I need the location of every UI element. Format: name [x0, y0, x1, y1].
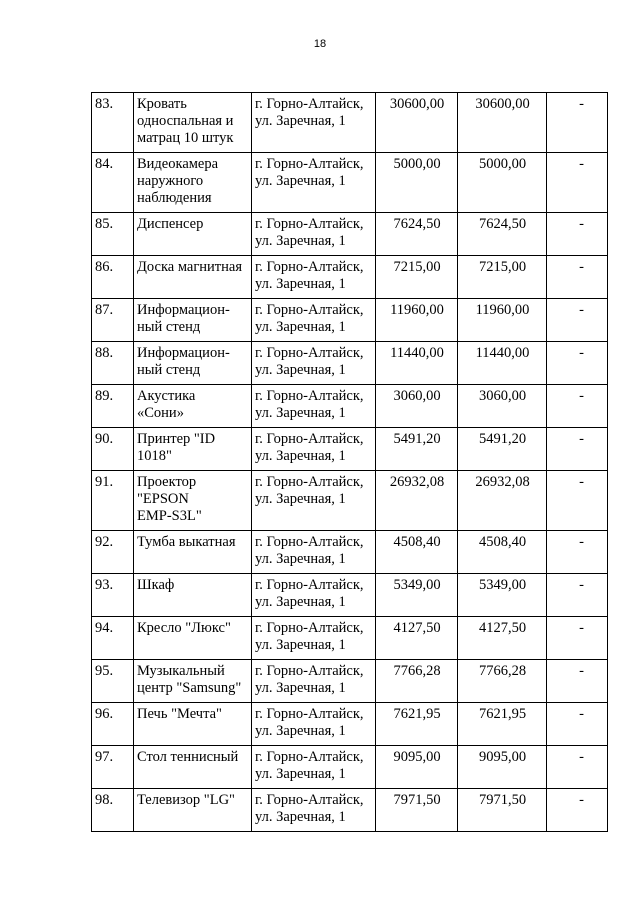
item-name-cell-line: EMP-S3L": [137, 508, 202, 524]
address-cell-line: ул. Заречная, 1: [255, 809, 346, 825]
item-name-cell-line: «Сони»: [137, 405, 184, 421]
address-cell-line: г. Горно-Алтайск,: [255, 792, 364, 808]
row-number-cell: [92, 385, 134, 428]
item-name-cell-line: 1018": [137, 448, 172, 464]
value-cell: [376, 574, 458, 617]
residual-value-cell: [458, 471, 547, 531]
row-number-cell-text: 84.: [95, 156, 114, 172]
value-cell: [376, 703, 458, 746]
residual-value-cell-text: 7971,50: [478, 792, 527, 808]
address-cell-line: ул. Заречная, 1: [255, 319, 346, 335]
extra-cell-text: -: [579, 431, 584, 447]
item-name-cell: [134, 93, 252, 153]
address-cell-line: г. Горно-Алтайск,: [255, 663, 364, 679]
inventory-table-body: [92, 93, 608, 832]
table-row: [92, 746, 608, 789]
value-cell: [376, 471, 458, 531]
extra-cell: [547, 789, 608, 832]
residual-value-cell-text: 7624,50: [478, 216, 527, 232]
address-cell-line: г. Горно-Алтайск,: [255, 345, 364, 361]
item-name-cell-line: Шкаф: [137, 577, 175, 593]
residual-value-cell: [458, 342, 547, 385]
item-name-cell-line: Доска магнитная: [137, 259, 243, 275]
row-number-cell: [92, 617, 134, 660]
address-cell-line: ул. Заречная, 1: [255, 113, 346, 129]
item-name-cell-line: Информацион-: [137, 345, 230, 361]
residual-value-cell-text: 30600,00: [475, 96, 530, 112]
address-cell-line: ул. Заречная, 1: [255, 405, 346, 421]
residual-value-cell: [458, 531, 547, 574]
address-cell-line: ул. Заречная, 1: [255, 551, 346, 567]
address-cell-line: г. Горно-Алтайск,: [255, 749, 364, 765]
extra-cell: [547, 660, 608, 703]
item-name-cell-line: Диспенсер: [137, 216, 204, 232]
row-number-cell-text: 96.: [95, 706, 114, 722]
item-name-cell-line: Информацион-: [137, 302, 230, 318]
residual-value-cell: [458, 428, 547, 471]
address-cell-line: г. Горно-Алтайск,: [255, 577, 364, 593]
extra-cell-text: -: [579, 534, 584, 550]
extra-cell: [547, 428, 608, 471]
address-cell: [252, 574, 376, 617]
row-number-cell: [92, 342, 134, 385]
address-cell-line: г. Горно-Алтайск,: [255, 474, 364, 490]
value-cell-text: 5491,20: [393, 431, 441, 447]
table-row: [92, 660, 608, 703]
address-cell-line: г. Горно-Алтайск,: [255, 216, 364, 232]
address-cell-line: г. Горно-Алтайск,: [255, 156, 364, 172]
item-name-cell-line: Тумба выкатная: [137, 534, 236, 550]
value-cell-text: 26932,08: [389, 474, 445, 490]
extra-cell-text: -: [579, 474, 584, 490]
extra-cell: [547, 299, 608, 342]
value-cell-text: 7621,95: [393, 706, 441, 722]
residual-value-cell-text: 5349,00: [478, 577, 527, 593]
address-cell-line: г. Горно-Алтайск,: [255, 302, 364, 318]
address-cell-line: г. Горно-Алтайск,: [255, 259, 364, 275]
value-cell: [376, 342, 458, 385]
value-cell-text: 7624,50: [393, 216, 441, 232]
table-row: [92, 299, 608, 342]
item-name-cell-line: односпальная и: [137, 113, 234, 129]
extra-cell: [547, 385, 608, 428]
table-row: [92, 256, 608, 299]
extra-cell: [547, 256, 608, 299]
residual-value-cell: [458, 617, 547, 660]
item-name-cell-line: Видеокамера: [137, 156, 219, 172]
address-cell-line: ул. Заречная, 1: [255, 491, 346, 507]
item-name-cell-line: Телевизор "LG": [137, 792, 235, 808]
residual-value-cell-text: 5491,20: [478, 431, 527, 447]
residual-value-cell-text: 11960,00: [475, 302, 530, 318]
address-cell: [252, 428, 376, 471]
address-cell-line: г. Горно-Алтайск,: [255, 706, 364, 722]
item-name-cell: [134, 256, 252, 299]
item-name-cell: [134, 703, 252, 746]
address-cell-line: ул. Заречная, 1: [255, 680, 346, 696]
item-name-cell-line: Музыкальный: [137, 663, 225, 679]
item-name-cell: [134, 213, 252, 256]
item-name-cell: [134, 746, 252, 789]
extra-cell-text: -: [579, 577, 584, 593]
address-cell: [252, 789, 376, 832]
row-number-cell-text: 94.: [95, 620, 114, 636]
address-cell: [252, 299, 376, 342]
extra-cell-text: -: [579, 749, 584, 765]
row-number-cell-text: 95.: [95, 663, 114, 679]
extra-cell-text: -: [579, 620, 584, 636]
item-name-cell-line: центр "Samsung": [137, 680, 242, 696]
table-row: [92, 153, 608, 213]
address-cell-line: ул. Заречная, 1: [255, 637, 346, 653]
item-name-cell-line: Кресло "Люкс": [137, 620, 231, 636]
address-cell-line: г. Горно-Алтайск,: [255, 96, 364, 112]
table-row: [92, 385, 608, 428]
item-name-cell: [134, 660, 252, 703]
residual-value-cell: [458, 153, 547, 213]
value-cell-text: 7971,50: [393, 792, 441, 808]
residual-value-cell: [458, 660, 547, 703]
item-name-cell: [134, 574, 252, 617]
row-number-cell: [92, 256, 134, 299]
value-cell-text: 4127,50: [393, 620, 441, 636]
row-number-cell-text: 87.: [95, 302, 114, 318]
residual-value-cell: [458, 213, 547, 256]
address-cell: [252, 660, 376, 703]
row-number-cell-text: 91.: [95, 474, 114, 490]
value-cell: [376, 660, 458, 703]
residual-value-cell-text: 11440,00: [475, 345, 530, 361]
value-cell: [376, 256, 458, 299]
table-row: [92, 531, 608, 574]
item-name-cell-line: наружного: [137, 173, 204, 189]
residual-value-cell-text: 4508,40: [478, 534, 527, 550]
residual-value-cell-text: 7215,00: [478, 259, 527, 275]
row-number-cell: [92, 789, 134, 832]
residual-value-cell: [458, 789, 547, 832]
item-name-cell-line: Принтер "ID: [137, 431, 216, 447]
address-cell: [252, 471, 376, 531]
table-row: [92, 703, 608, 746]
page-number: 18: [313, 38, 327, 50]
extra-cell: [547, 617, 608, 660]
extra-cell: [547, 574, 608, 617]
row-number-cell-text: 98.: [95, 792, 114, 808]
extra-cell: [547, 703, 608, 746]
value-cell: [376, 385, 458, 428]
residual-value-cell: [458, 746, 547, 789]
address-cell-line: ул. Заречная, 1: [255, 594, 346, 610]
value-cell-text: 30600,00: [389, 96, 445, 112]
value-cell-text: 5349,00: [393, 577, 441, 593]
value-cell: [376, 299, 458, 342]
address-cell-line: ул. Заречная, 1: [255, 233, 346, 249]
extra-cell: [547, 531, 608, 574]
item-name-cell: [134, 789, 252, 832]
extra-cell-text: -: [579, 259, 584, 275]
row-number-cell: [92, 703, 134, 746]
address-cell-line: ул. Заречная, 1: [255, 173, 346, 189]
extra-cell: [547, 213, 608, 256]
extra-cell-text: -: [579, 706, 584, 722]
residual-value-cell: [458, 703, 547, 746]
inventory-table: [91, 92, 608, 832]
address-cell-line: г. Горно-Алтайск,: [255, 431, 364, 447]
address-cell: [252, 213, 376, 256]
value-cell-text: 4508,40: [393, 534, 441, 550]
extra-cell: [547, 153, 608, 213]
extra-cell-text: -: [579, 302, 584, 318]
address-cell: [252, 531, 376, 574]
address-cell-line: ул. Заречная, 1: [255, 766, 346, 782]
extra-cell-text: -: [579, 156, 584, 172]
row-number-cell: [92, 574, 134, 617]
item-name-cell: [134, 617, 252, 660]
table-row: [92, 617, 608, 660]
item-name-cell: [134, 428, 252, 471]
row-number-cell: [92, 531, 134, 574]
table-row: [92, 342, 608, 385]
table-row: [92, 428, 608, 471]
residual-value-cell-text: 9095,00: [478, 749, 527, 765]
value-cell: [376, 746, 458, 789]
residual-value-cell: [458, 256, 547, 299]
table-row: [92, 574, 608, 617]
value-cell-text: 9095,00: [393, 749, 441, 765]
row-number-cell: [92, 153, 134, 213]
extra-cell-text: -: [579, 792, 584, 808]
residual-value-cell: [458, 299, 547, 342]
item-name-cell-line: Кровать: [137, 96, 187, 112]
value-cell-text: 5000,00: [393, 156, 441, 172]
row-number-cell-text: 86.: [95, 259, 114, 275]
row-number-cell-text: 88.: [95, 345, 114, 361]
address-cell-line: ул. Заречная, 1: [255, 723, 346, 739]
table-row: [92, 789, 608, 832]
value-cell: [376, 531, 458, 574]
row-number-cell-text: 83.: [95, 96, 114, 112]
residual-value-cell-text: 7766,28: [478, 663, 527, 679]
residual-value-cell-text: 3060,00: [478, 388, 527, 404]
residual-value-cell: [458, 574, 547, 617]
extra-cell-text: -: [579, 388, 584, 404]
residual-value-cell: [458, 385, 547, 428]
extra-cell-text: -: [579, 216, 584, 232]
item-name-cell-line: Печь "Мечта": [137, 706, 222, 722]
residual-value-cell-text: 7621,95: [478, 706, 527, 722]
address-cell: [252, 703, 376, 746]
row-number-cell: [92, 93, 134, 153]
row-number-cell-text: 92.: [95, 534, 114, 550]
address-cell-line: ул. Заречная, 1: [255, 362, 346, 378]
item-name-cell: [134, 342, 252, 385]
row-number-cell-text: 89.: [95, 388, 114, 404]
address-cell: [252, 617, 376, 660]
residual-value-cell-text: 26932,08: [475, 474, 530, 490]
extra-cell: [547, 746, 608, 789]
address-cell: [252, 385, 376, 428]
item-name-cell-line: Проектор: [137, 474, 197, 490]
extra-cell: [547, 471, 608, 531]
address-cell-line: г. Горно-Алтайск,: [255, 620, 364, 636]
item-name-cell-line: ный стенд: [137, 362, 201, 378]
address-cell-line: ул. Заречная, 1: [255, 448, 346, 464]
address-cell: [252, 153, 376, 213]
row-number-cell-text: 85.: [95, 216, 114, 232]
address-cell: [252, 256, 376, 299]
item-name-cell-line: ный стенд: [137, 319, 201, 335]
value-cell: [376, 617, 458, 660]
address-cell-line: ул. Заречная, 1: [255, 276, 346, 292]
item-name-cell: [134, 299, 252, 342]
row-number-cell-text: 93.: [95, 577, 114, 593]
item-name-cell-line: "EPSON: [137, 491, 189, 507]
extra-cell-text: -: [579, 345, 584, 361]
residual-value-cell-text: 4127,50: [478, 620, 527, 636]
row-number-cell: [92, 299, 134, 342]
extra-cell-text: -: [579, 96, 584, 112]
item-name-cell: [134, 385, 252, 428]
value-cell-text: 7215,00: [393, 259, 441, 275]
residual-value-cell-text: 5000,00: [478, 156, 527, 172]
extra-cell: [547, 93, 608, 153]
value-cell: [376, 93, 458, 153]
item-name-cell: [134, 153, 252, 213]
address-cell-line: г. Горно-Алтайск,: [255, 534, 364, 550]
item-name-cell-line: матрац 10 штук: [137, 130, 234, 146]
value-cell: [376, 428, 458, 471]
address-cell: [252, 746, 376, 789]
item-name-cell-line: наблюдения: [137, 190, 212, 206]
address-cell: [252, 93, 376, 153]
value-cell-text: 11960,00: [390, 302, 444, 318]
value-cell-text: 3060,00: [393, 388, 441, 404]
value-cell: [376, 213, 458, 256]
row-number-cell-text: 90.: [95, 431, 114, 447]
row-number-cell: [92, 471, 134, 531]
row-number-cell-text: 97.: [95, 749, 114, 765]
table-row: [92, 471, 608, 531]
item-name-cell: [134, 471, 252, 531]
value-cell: [376, 789, 458, 832]
item-name-cell-line: Стол теннисный: [137, 749, 239, 765]
table-row: [92, 213, 608, 256]
address-cell-line: г. Горно-Алтайск,: [255, 388, 364, 404]
extra-cell-text: -: [579, 663, 584, 679]
table-row: [92, 93, 608, 153]
item-name-cell: [134, 531, 252, 574]
row-number-cell: [92, 746, 134, 789]
extra-cell: [547, 342, 608, 385]
row-number-cell: [92, 660, 134, 703]
value-cell-text: 11440,00: [390, 345, 444, 361]
residual-value-cell: [458, 93, 547, 153]
value-cell: [376, 153, 458, 213]
row-number-cell: [92, 213, 134, 256]
address-cell: [252, 342, 376, 385]
value-cell-text: 7766,28: [393, 663, 441, 679]
item-name-cell-line: Акустика: [137, 388, 196, 404]
row-number-cell: [92, 428, 134, 471]
